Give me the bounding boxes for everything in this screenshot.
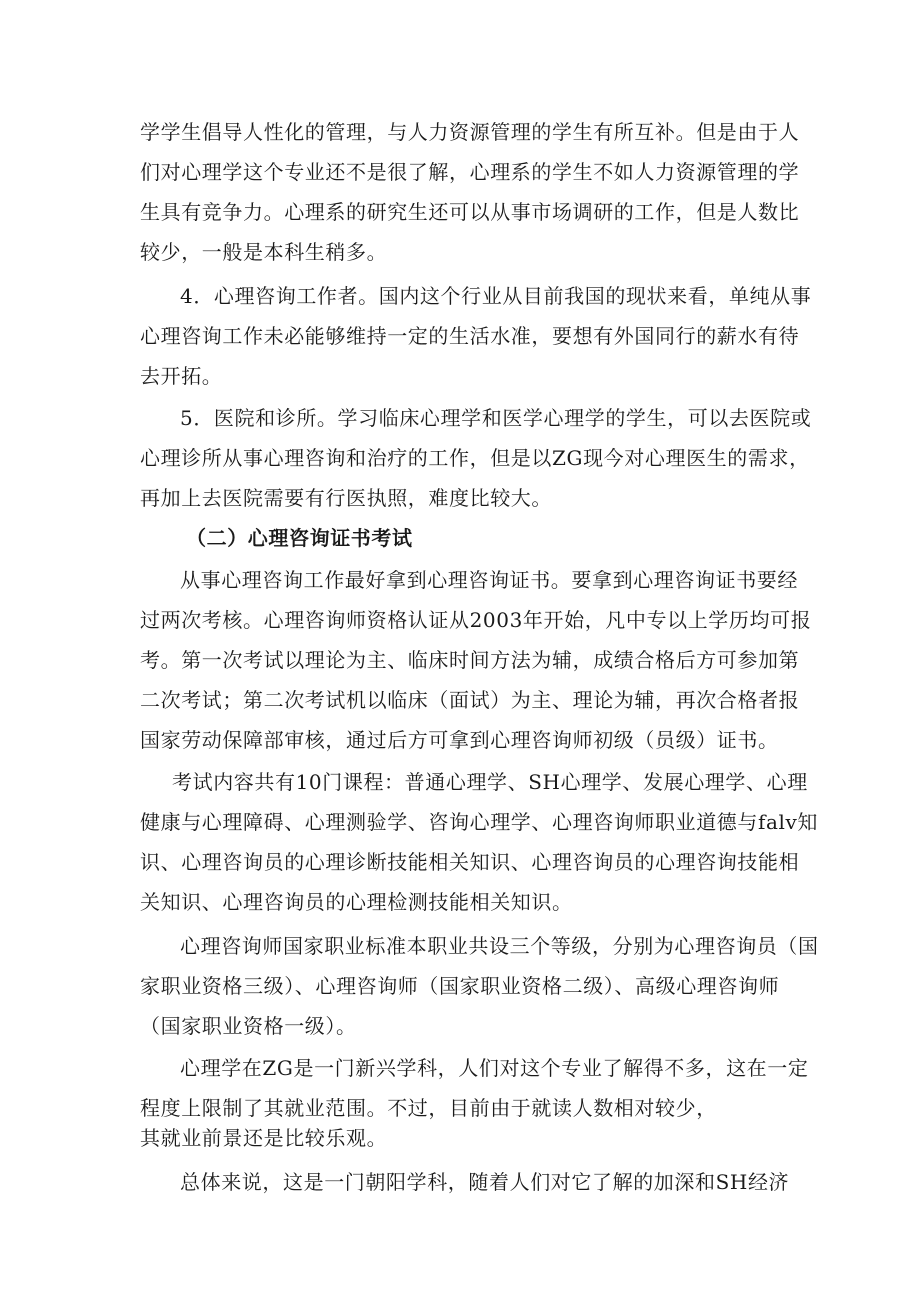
paragraph-line: 其就业前景还是比较乐观。 xyxy=(140,1126,388,1150)
paragraph-line: （国家职业资格一级）。 xyxy=(140,1014,357,1038)
paragraph-line: 关知识、心理咨询员的心理检测技能相关知识。 xyxy=(140,890,573,914)
paragraph-line: 健康与心理障碍、心理测验学、咨询心理学、心理咨询师职业道德与falv知 xyxy=(140,810,819,834)
paragraph-line: 心理学在ZG是一门新兴学科，人们对这个专业了解得不多，这在一定 xyxy=(180,1056,809,1080)
paragraph-line: 程度上限制了其就业范围。不过，目前由于就读人数相对较少， xyxy=(140,1096,717,1120)
paragraph-line: 二次考试；第二次考试机以临床（面试）为主、理论为辅，再次合格者报 xyxy=(140,688,800,712)
paragraph-line: 家职业资格三级）、心理咨询师（国家职业资格二级）、高级心理咨询师 xyxy=(140,974,780,998)
paragraph-line: 心理诊所从事心理咨询和治疗的工作，但是以ZG现今对心理医生的需求， xyxy=(140,446,810,470)
paragraph-line: 们对心理学这个专业还不是很了解，心理系的学生不如人力资源管理的学 xyxy=(140,160,800,184)
paragraph-line: 学学生倡导人性化的管理，与人力资源管理的学生有所互补。但是由于人 xyxy=(140,120,800,144)
paragraph-line: 4．心理咨询工作者。国内这个行业从目前我国的现状来看，单纯从事 xyxy=(180,284,812,308)
paragraph-line: 过两次考核。心理咨询师资格认证从2003年开始，凡中专以上学历均可报 xyxy=(140,608,812,632)
paragraph-line: 从事心理咨询工作最好拿到心理咨询证书。要拿到心理咨询证书要经 xyxy=(180,568,798,592)
paragraph-line: 生具有竞争力。心理系的研究生还可以从事市场调研的工作，但是人数比 xyxy=(140,200,800,224)
paragraph-line: 心理咨询工作未必能够维持一定的生活水准，要想有外国同行的薪水有待 xyxy=(140,324,800,348)
section-heading: （二）心理咨询证书考试 xyxy=(186,526,413,550)
paragraph-line: 考。第一次考试以理论为主、临床时间方法为辅，成绩合格后方可参加第 xyxy=(140,648,800,672)
paragraph-line: 考试内容共有10门课程：普通心理学、SH心理学、发展心理学、心理 xyxy=(172,770,808,794)
paragraph-line: 再加上去医院需要有行医执照，难度比较大。 xyxy=(140,486,552,510)
paragraph-line: 总体来说，这是一门朝阳学科，随着人们对它了解的加深和SH经济 xyxy=(180,1170,790,1194)
paragraph-line: 去开拓。 xyxy=(140,364,223,388)
paragraph-line: 国家劳动保障部审核，通过后方可拿到心理咨询师初级（员级）证书。 xyxy=(140,728,779,752)
paragraph-line: 心理咨询师国家职业标准本职业共设三个等级，分别为心理咨询员（国 xyxy=(180,934,819,958)
paragraph-line: 5．医院和诊所。学习临床心理学和医学心理学的学生，可以去医院或 xyxy=(180,406,812,430)
paragraph-line: 识、心理咨询员的心理诊断技能相关知识、心理咨询员的心理咨询技能相 xyxy=(140,850,800,874)
paragraph-line: 较少，一般是本科生稍多。 xyxy=(140,240,388,264)
